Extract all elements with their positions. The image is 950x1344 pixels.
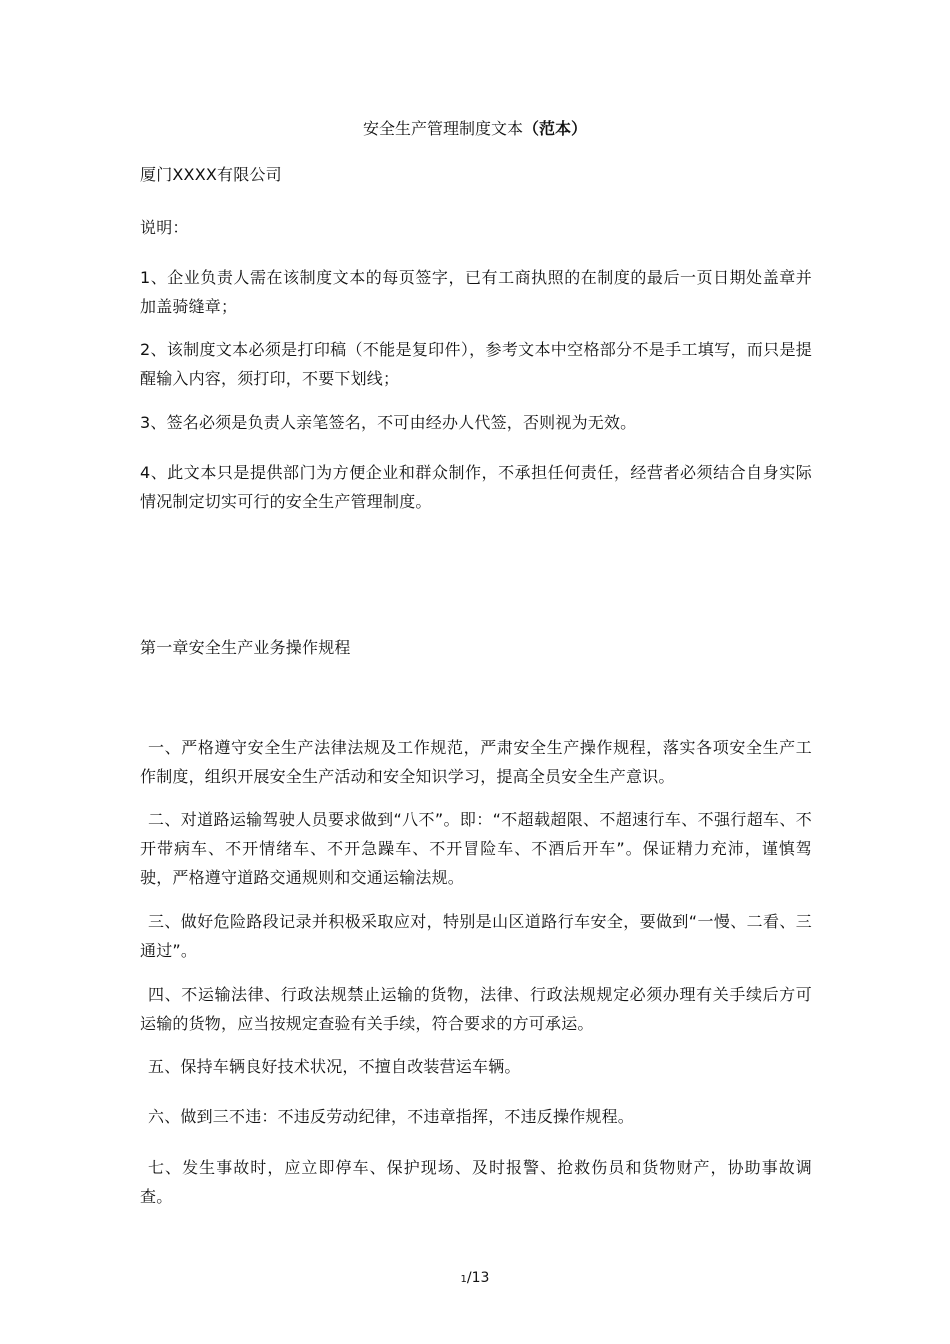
note-2: 2、该制度文本必须是打印稿（不能是复印件），参考文本中空格部分不是手工填写，而只是提醒输入内容，须打印，不要下划线； — [140, 340, 812, 388]
page-number — [0, 1268, 950, 1290]
chapter-title: 第一章安全生产业务操作规程 — [140, 638, 351, 657]
document-title-main: 安全生产管理制度文本 — [362, 119, 523, 138]
document-title-suffix: （范本） — [523, 119, 588, 138]
rule-item-5: 五、保持车辆良好技术状况，不擅自改装营运车辆。 — [148, 1057, 521, 1076]
rule-item-1: 一、严格遵守安全生产法律法规及工作规范，严肃安全生产操作规程，落实各项安全生产工作制度，组织开展安全生产活动和安全知识学习，提高全员安全生产意识。 — [140, 738, 812, 786]
rule-item-6: 六、做到三不违：不违反劳动纪律，不违章指挥，不违反操作规程。 — [148, 1107, 635, 1126]
rule-item-3: 三、做好危险路段记录并积极采取应对，特别是山区道路行车安全，要做到“一慢、二看、三通过”。 — [140, 912, 812, 960]
note-1: 1、企业负责人需在该制度文本的每页签字，已有工商执照的在制度的最后一页日期处盖章并加盖骑缝章； — [140, 268, 812, 316]
company-name: 厦门XXXX有限公司 — [140, 165, 282, 184]
note-4: 4、此文本只是提供部门为方便企业和群众制作，不承担任何责任，经营者必须结合自身实际情况制定切实可行的安全生产管理制度。 — [140, 463, 812, 511]
rule-item-2: 二、对道路运输驾驶人员要求做到“八不”。即：“不超载超限、不超速行车、不强行超车、不开带病车、不开情绪车、不开急躁车、不开冒险车、不酒后开车”。保证精力充沛，谨慎驾驶，严格遵守道路交通规则和交通运输法规。 — [140, 810, 812, 887]
notes-heading: 说明： — [140, 218, 189, 237]
rule-item-4: 四、不运输法律、行政法规禁止运输的货物，法律、行政法规规定必须办理有关手续后方可运输的货物，应当按规定查验有关手续，符合要求的方可承运。 — [140, 985, 812, 1033]
rule-item-7: 七、发生事故时，应立即停车、保护现场、及时报警、抢救伤员和货物财产，协助事故调查。 — [140, 1158, 812, 1206]
page-number-current: 1 — [460, 1274, 467, 1285]
document-title — [0, 114, 950, 143]
page-number-total: /13 — [466, 1270, 490, 1286]
note-3: 3、签名必须是负责人亲笔签名，不可由经办人代签，否则视为无效。 — [140, 413, 637, 432]
